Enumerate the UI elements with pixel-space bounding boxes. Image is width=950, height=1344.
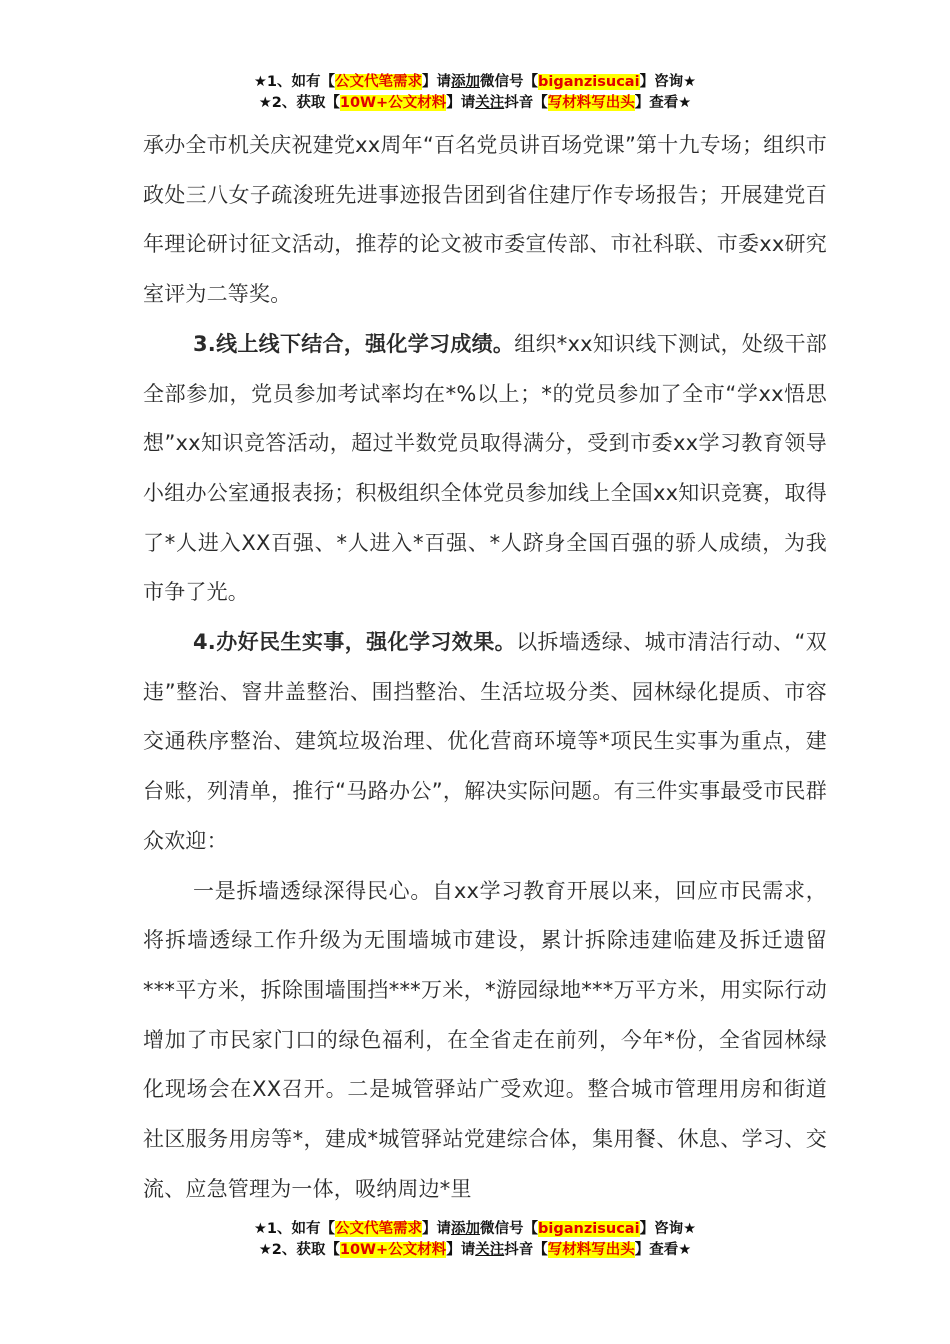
paragraph-heading: 4.办好民生实事，强化学习效果。 (193, 630, 517, 655)
footer-banner (0, 1219, 950, 1261)
highlight-text: 10W+公文材料 (339, 95, 447, 111)
highlight-text: 公文代笔需求 (335, 1221, 423, 1237)
banner-line-1 (0, 72, 950, 93)
banner-text: ★1、如有【 (253, 74, 336, 90)
paragraph-3 (143, 618, 827, 867)
paragraph-4: 一是拆墙透绿深得民心。自xx学习教育开展以来，回应市民需求，将拆墙透绿工作升级为无围墙城市建设，累计拆除违建临建及拆迁遗留***平方米，拆除围墙围挡***万米，*游园绿地***万平方米，用实际行动增加了市民家门口的绿色福利，在全省走在前列，今年*份，全省园林绿化现场会在XX召开。二是城管驿站广受欢迎。整合城市管理用房和街道社区服务用房等*，建成*城管驿站党建综合体，集用餐、休息、学习、交流、应急管理为一体，吸纳周边*里 (143, 878, 827, 1201)
banner-text: 】咨询★ (639, 74, 697, 90)
highlight-text: biganzisucai (538, 74, 640, 90)
highlight-text: 写材料写出头 (547, 95, 635, 111)
highlight-text: 10W+公文材料 (339, 1242, 447, 1258)
underlined-text: 关注 (475, 1242, 505, 1258)
banner-line-2 (0, 93, 950, 114)
paragraph-2 (143, 320, 827, 618)
banner-line-2 (0, 1240, 950, 1261)
banner-text: ★2、获取【 (258, 95, 340, 111)
paragraph-body: 以拆墙透绿、城市清洁行动、“双违”整治、窨井盖整治、围挡整治、生活垃圾分类、园林绿化提质、市容交通秩序整治、建筑垃圾治理、优化营商环境等*项民生实事为重点，建台账，列清单，推行“马路办公”，解决实际问题。有三件实事最受市民群众欢迎： (143, 630, 827, 853)
document-body (143, 121, 827, 1214)
highlight-text: biganzisucai (538, 1221, 640, 1237)
banner-text: 】请 (446, 95, 476, 111)
paragraph-1: 承办全市机关庆祝建党xx周年“百名党员讲百场党课”第十九专场；组织市政处三八女子疏浚班先进事迹报告团到省住建厅作专场报告；开展建党百年理论研讨征文活动，推荐的论文被市委宣传部、市社科联、市委xx研究室评为二等奖。 (143, 133, 827, 307)
banner-text: 微信号【 (480, 74, 539, 90)
highlight-text: 写材料写出头 (547, 1242, 635, 1258)
banner-text: 】查看★ (634, 95, 692, 111)
header-banner (0, 72, 950, 114)
banner-text: 】请 (446, 1242, 476, 1258)
banner-line-1 (0, 1219, 950, 1240)
paragraph-body: 组织*xx知识线下测试，处级干部全部参加，党员参加考试率均在*%以上；*的党员参加了全市“学xx悟思想”xx知识竞答活动，超过半数党员取得满分，受到市委xx学习教育领导小组办公室通报表扬；积极组织全体党员参加线上全国xx知识竞赛，取得了*人进入XX百强、*人进入*百强、*人跻身全国百强的骄人成绩，为我市争了光。 (143, 331, 827, 605)
banner-text: 抖音【 (504, 95, 548, 111)
underlined-text: 添加 (451, 1221, 481, 1237)
highlight-text: 公文代笔需求 (335, 74, 423, 90)
banner-text: 微信号【 (480, 1221, 539, 1237)
banner-text: 抖音【 (504, 1242, 548, 1258)
banner-text: ★2、获取【 (258, 1242, 340, 1258)
underlined-text: 添加 (451, 74, 481, 90)
banner-text: 】查看★ (634, 1242, 692, 1258)
banner-text: 】请 (422, 74, 452, 90)
paragraph-heading: 3.线上线下结合，强化学习成绩。 (193, 331, 515, 356)
underlined-text: 关注 (475, 95, 505, 111)
banner-text: ★1、如有【 (253, 1221, 336, 1237)
banner-text: 】请 (422, 1221, 452, 1237)
banner-text: 】咨询★ (639, 1221, 697, 1237)
